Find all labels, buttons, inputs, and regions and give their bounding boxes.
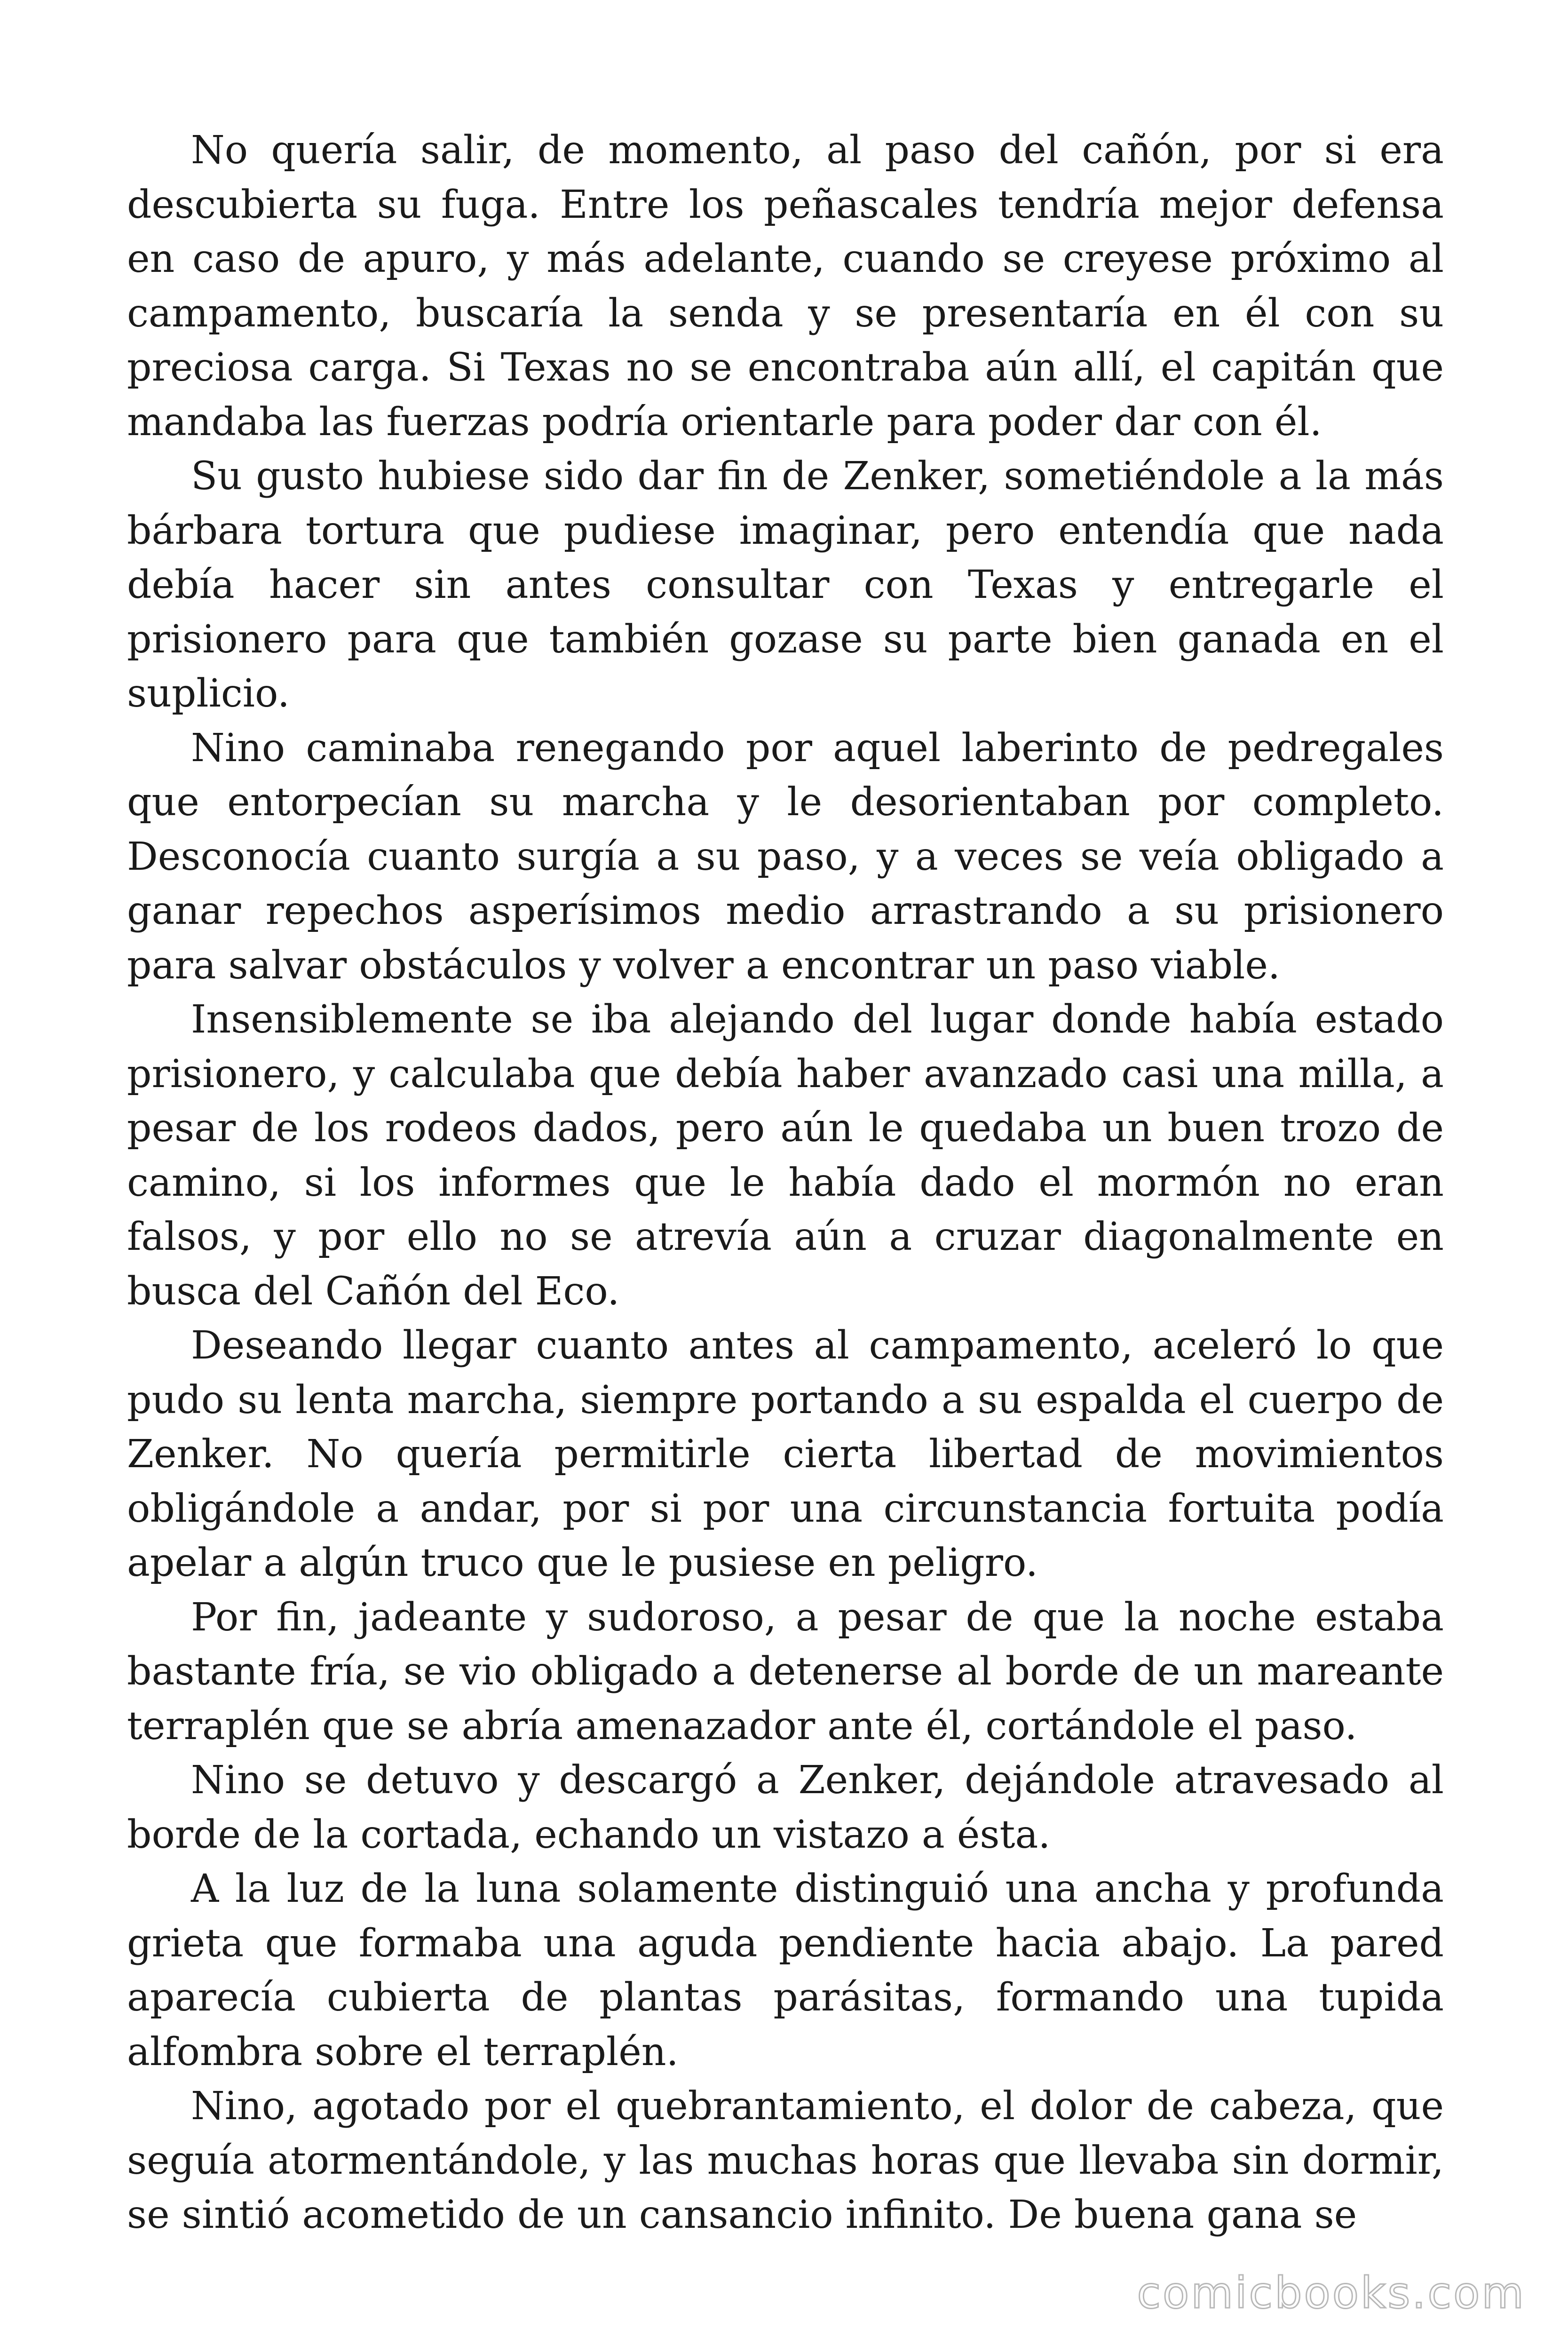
- page-body: [127, 123, 1444, 2242]
- paragraph-5: Deseando llegar cuanto antes al campamento, aceleró lo que pudo su lenta marcha, siempre portando a su espalda el cuerpo de Zenker. No quería permitirle cierta libertad de movimientos obligándole a andar, por si por una circunstancia fortuita podía apelar a algún truco que le pusiese en peligro.: [127, 1323, 1444, 1585]
- paragraph-2: Su gusto hubiese sido dar fin de Zenker, sometiéndole a la más bárbara tortura que pudiese imaginar, pero entendía que nada debía hacer sin antes consultar con Texas y entregarle el prisionero para que también gozase su parte bien ganada en el suplicio.: [127, 454, 1444, 716]
- paragraph-4: Insensiblemente se iba alejando del lugar donde había estado prisionero, y calculaba que debía haber avanzado casi una milla, a pesar de los rodeos dados, pero aún le quedaba un buen trozo de camino, si los informes que le había dado el mormón no eran falsos, y por ello no se atrevía aún a cruzar diagonalmente en busca del Cañón del Eco.: [127, 997, 1444, 1314]
- paragraph-8: A la luz de la luna solamente distinguió una ancha y profunda grieta que formaba una aguda pendiente hacia abajo. La pared aparecía cubierta de plantas parásitas, formando una tupida alfombra sobre el terraplén.: [127, 1867, 1444, 2074]
- watermark: comicbooks.com: [1137, 2268, 1526, 2318]
- paragraph-7: Nino se detuvo y descargó a Zenker, dejándole atravesado al borde de la cortada, echando un vistazo a ésta.: [127, 1758, 1444, 1857]
- paragraph-3: Nino caminaba renegando por aquel laberinto de pedregales que entorpecían su marcha y le desorientaban por completo. Desconocía cuanto surgía a su paso, y a veces se veía obligado a ganar repechos asperísimos medio arrastrando a su prisionero para salvar obstáculos y volver a encontrar un paso viable.: [127, 725, 1444, 988]
- paragraph-1: No quería salir, de momento, al paso del cañón, por si era descubierta su fuga. Entre los peñascales tendría mejor defensa en caso de apuro, y más adelante, cuando se creyese próximo al campamento, buscaría la senda y se presentaría en él con su preciosa carga. Si Texas no se encontraba aún allí, el capitán que mandaba las fuerzas podría orientarle para poder dar con él.: [127, 128, 1444, 445]
- paragraph-9: Nino, agotado por el quebrantamiento, el dolor de cabeza, que seguía atormentándole, y las muchas horas que llevaba sin dormir, se sintió acometido de un cansancio infinito. De buena gana se: [127, 2084, 1444, 2237]
- paragraph-6: Por fin, jadeante y sudoroso, a pesar de que la noche estaba bastante fría, se vio obligado a detenerse al borde de un mareante terraplén que se abría amenazador ante él, cortándole el paso.: [127, 1595, 1444, 1748]
